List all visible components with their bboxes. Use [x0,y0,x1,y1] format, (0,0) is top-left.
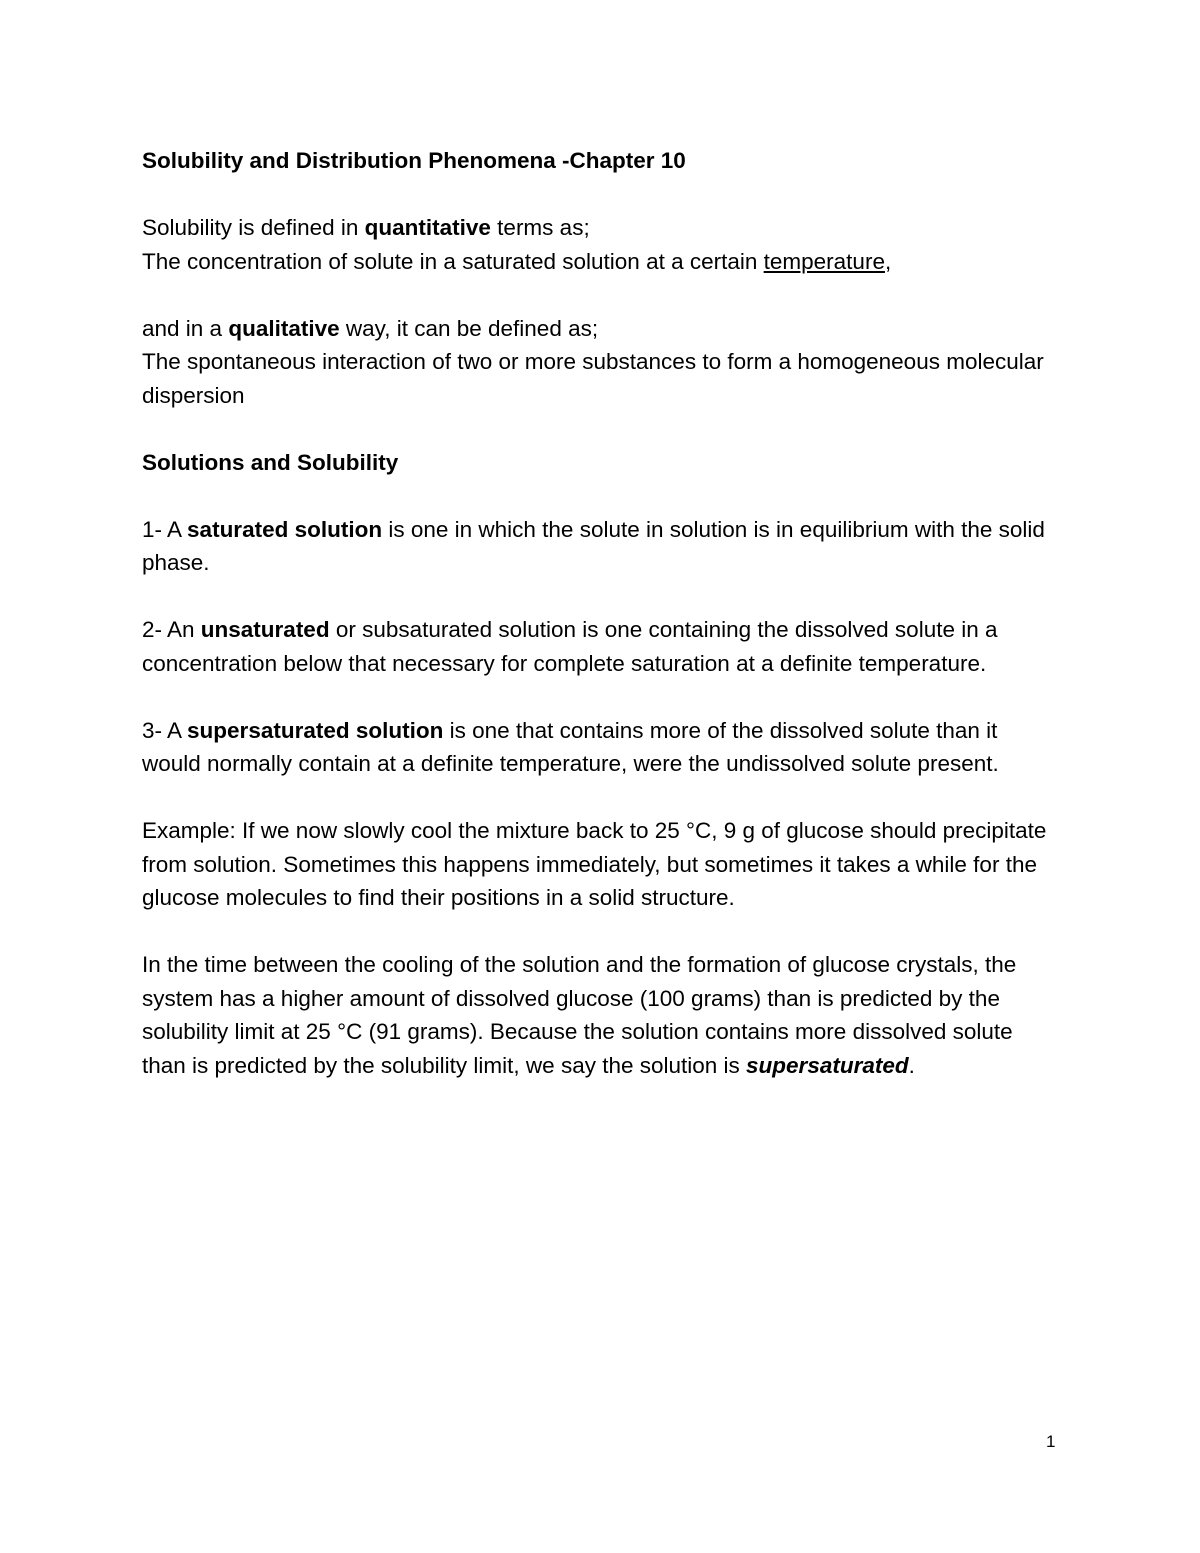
item-text: or subsaturated solution is one containing the dissolved solute in a concentration below that necessary for complete saturation at a definite temperature. [142,617,998,676]
item-term: saturated solution [187,516,383,542]
quantitative-definition [142,211,1062,278]
item-term: unsaturated [200,617,330,642]
item-prefix: 3- A [142,717,188,743]
temperature-term: temperature [763,248,885,274]
list-item [142,714,1062,781]
example-paragraph: Example: If we now slowly cool the mixture back to 25 °C, 9 g of glucose should precipitate from solution. Sometimes this happens immediately, but sometimes it takes a while for the glucose molecules to find their positions in a solid structure. [142,818,1047,910]
item-text: is one in which the solute in solution is in equilibrium with the solid phase. [142,516,1045,575]
supersaturated-term: supersaturated [746,1052,909,1078]
qualitative-intro-pre: and in a [142,315,229,341]
document-body [142,144,1062,1116]
item-prefix: 2- An [142,617,201,642]
definition-intro-pre: Solubility is defined in [142,215,365,240]
closing-period: . [908,1052,915,1078]
page-number: 1 [1046,1432,1056,1451]
list-item [142,613,1062,680]
item-term: supersaturated solution [187,717,444,743]
quantitative-term: quantitative [364,215,491,240]
item-text: is one that contains more of the dissolved solute than it would normally contain at a definite temperature, were the undissolved solute present. [142,717,999,776]
qualitative-definition-text: The spontaneous interaction of two or more substances to form a homogeneous molecular dispersion [142,349,1044,408]
definition-intro-post: terms as; [490,215,590,240]
closing-paragraph [142,948,1062,1082]
item-prefix: 1- A [142,516,188,542]
list-item [142,513,1062,580]
qualitative-intro-post: way, it can be defined as; [339,315,599,341]
quantitative-text-pre: The concentration of solute in a saturated solution at a certain [142,248,764,274]
section-heading: Solutions and Solubility [142,449,399,475]
closing-text: In the time between the cooling of the solution and the formation of glucose crystals, the system has a higher amount of dissolved glucose (100 grams) than is predicted by the solubility limit at 25 °C (91 grams). Because the solution contains more dissolved solute than is predicted by the solubility limit, we say the solution is [142,952,1017,1078]
qualitative-definition [142,312,1062,413]
qualitative-term: qualitative [228,315,340,341]
document-title: Solubility and Distribution Phenomena -Chapter 10 [142,148,686,173]
quantitative-text-post: , [884,248,892,274]
